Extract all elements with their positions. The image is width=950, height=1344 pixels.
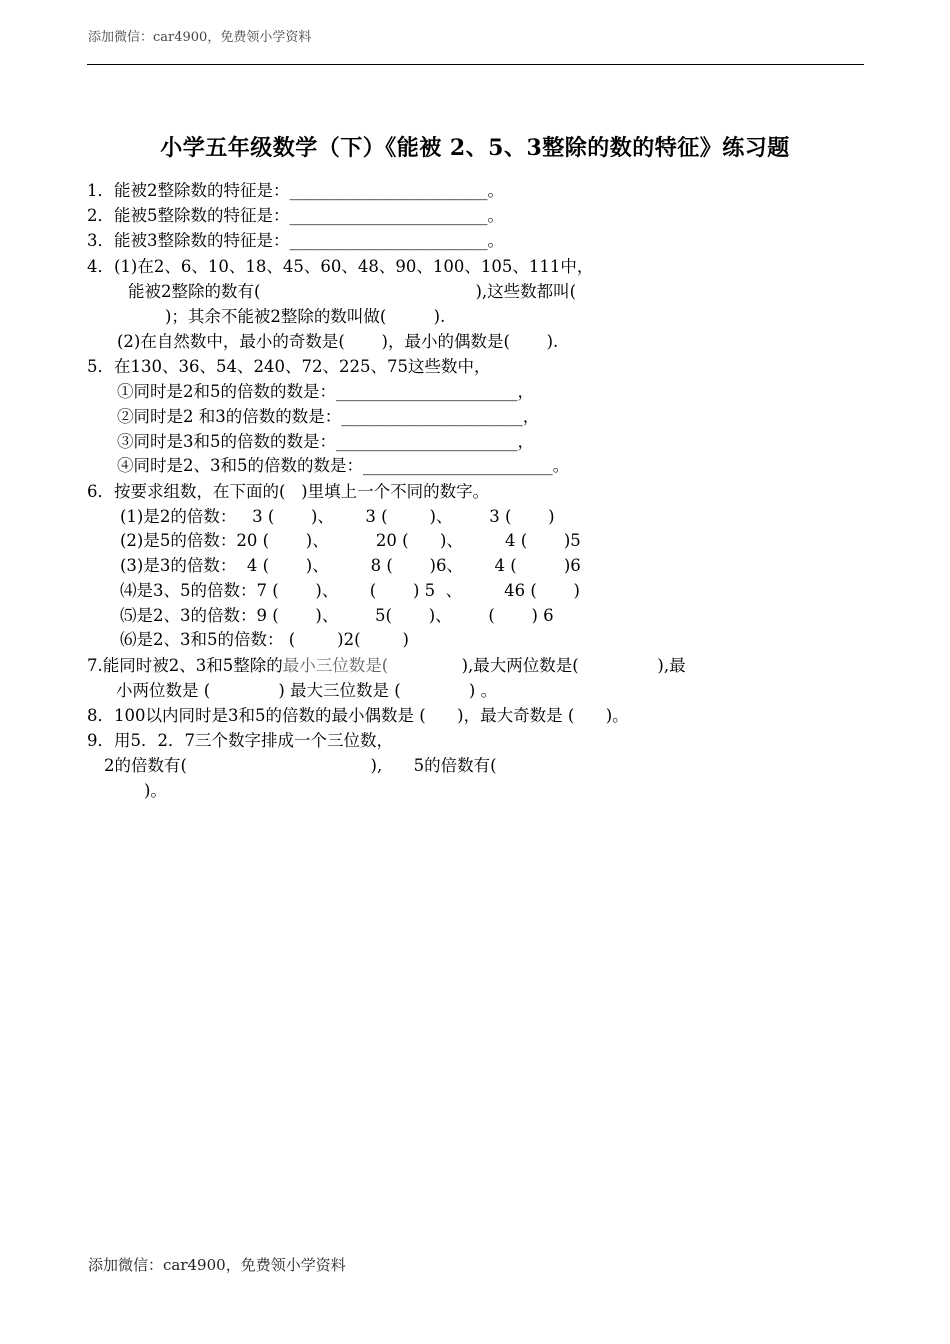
question-7: [87, 655, 686, 677]
question-4: 4．(1)在2、6、10、18、45、60、48、90、100、105、111中，: [87, 257, 594, 276]
question-6-item-4: ⑷是3、5的倍数：7 ( )、 ( ) 5 、 46 ( ): [120, 581, 580, 600]
question-3: 3．能被3整除数的特征是：________________________。: [87, 231, 504, 250]
question-9-line-3: )。: [144, 781, 167, 800]
header-watermark-text: 添加微信：car4900，免费领小学资料: [88, 30, 312, 45]
question-6-item-6: ⑹是2、3和5的倍数： ( )2( ): [120, 630, 409, 649]
question-7-line-2: 小两位数是 ( ) 最大三位数是 ( ) 。: [116, 681, 498, 700]
question-4-line-2: 能被2整除的数有( ),这些数都叫(: [128, 282, 577, 301]
question-5-item-2: ②同时是2 和3的倍数的数是：______________________，: [117, 407, 540, 426]
question-6-item-3: (3)是3的倍数： 4 ( )、 8 ( )6、 4 ( )6: [120, 556, 581, 575]
question-5-item-1: ①同时是2和5的倍数的数是：______________________，: [117, 382, 534, 401]
question-8: 8．100以内同时是3和5的倍数的最小偶数是 ( )，最大奇数是 ( )。: [87, 706, 629, 725]
question-5: 5．在130、36、54、240、72、225、75这些数中，: [87, 357, 491, 376]
question-1: 1．能被2整除数的特征是：________________________。: [87, 181, 504, 200]
question-9: 9．用5．2．7三个数字排成一个三位数，: [87, 731, 393, 750]
question-4-part-2: (2)在自然数中，最小的奇数是( )，最小的偶数是( ).: [117, 332, 559, 351]
question-7-rest: ),最大两位数是( ),最: [388, 656, 686, 675]
worksheet-title: 小学五年级数学（下）《能被 2、5、3整除的数的特征》练习题: [160, 135, 790, 161]
question-4-line-3: )；其余不能被2整除的数叫做( ).: [165, 307, 446, 326]
question-6-item-5: ⑸是2、3的倍数：9 ( )、 5( )、 ( ) 6: [120, 606, 554, 625]
question-2: 2．能被5整除数的特征是：________________________。: [87, 206, 504, 225]
footer-watermark-text: 添加微信：car4900，免费领小学资料: [88, 1256, 346, 1274]
question-7-gray-text: 最小三位数是(: [282, 656, 389, 675]
question-5-item-4: ④同时是2、3和5的倍数的数是：_______________________。: [117, 456, 570, 475]
question-9-line-2: 2的倍数有( ), 5的倍数有(: [104, 756, 497, 775]
question-6-item-1: (1)是2的倍数： 3 ( )、 3 ( )、 3 ( ): [120, 507, 555, 526]
question-6: 6．按要求组数，在下面的( )里填上一个不同的数字。: [87, 482, 490, 501]
question-7-prefix: 7.能同时被2、3和5整除的: [87, 656, 283, 675]
question-5-item-3: ③同时是3和5的倍数的数是：______________________，: [117, 432, 534, 451]
header-divider: [87, 64, 864, 65]
question-6-item-2: (2)是5的倍数：20 ( )、 20 ( )、 4 ( )5: [120, 531, 581, 550]
